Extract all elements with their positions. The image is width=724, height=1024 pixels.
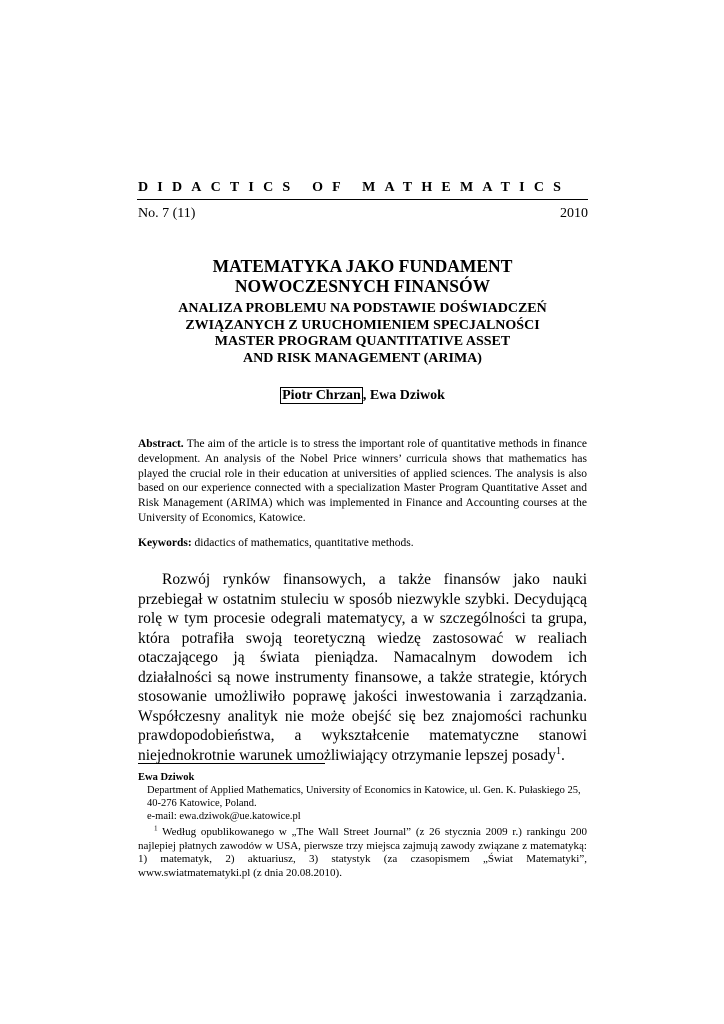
- subtitle-line-3: MASTER PROGRAM QUANTITATIVE ASSET: [214, 334, 511, 349]
- issue-year: 2010: [560, 206, 588, 221]
- body-paragraph-text: Rozwój rynków finansowych, a także finansów jako nauki przebiegał w ostatnim stuleciu w sposób niezwykle szybki. Decydującą rolę w tym procesie odegrali matematycy, a w szczególności ta grupa, która potrafiła swoją teoretyczną wiedzę zastosować w realiach otaczającego ją świata pieniądza. Namacalnym dowodem ich działalności są nowe instrumenty finansowe, a także strategie, których stosowanie umożliwiło poprawę jakości inwestowania i zarządzania. Współczesny analityk nie może obejść się bez znajomości rachunku prawdopodobieństwa, a wykształcenie matematyczne stanowi niejednokrotnie warunek umożliwiający otrzymanie lepszej posady: [138, 571, 587, 764]
- body-paragraph-end: .: [560, 746, 565, 764]
- affiliation: [138, 771, 587, 823]
- title-line-2: NOWOCZESNYCH FINANSÓW: [234, 276, 491, 296]
- affiliation-address-line-1: Department of Applied Mathematics, University of Economics in Katowice, ul. Gen. K. Pułaskiego 25,: [147, 785, 581, 796]
- body-paragraph: [138, 570, 587, 765]
- subtitle-line-1: ANALIZA PROBLEMU NA PODSTAWIE DOŚWIADCZEŃ: [178, 301, 547, 316]
- subtitle-line-2: ZWIĄZANYCH Z URUCHOMIENIEM SPECJALNOŚCI: [185, 317, 540, 333]
- author-piotr-chrzan[interactable]: Piotr Chrzan: [282, 388, 361, 403]
- issue-number: No. 7 (11): [138, 206, 196, 221]
- footnote-1: [138, 826, 587, 880]
- author-ewa-dziwok: Ewa Dziwok: [369, 388, 445, 403]
- affiliation-name: Ewa Dziwok: [138, 772, 195, 783]
- footnote-reference[interactable]: 1: [555, 745, 561, 757]
- author-separator: ,: [362, 388, 370, 403]
- article-subtitle: [137, 301, 588, 367]
- article-title: [137, 256, 588, 296]
- authors: [137, 387, 588, 405]
- header-rule: [137, 199, 588, 200]
- abstract-text: The aim of the article is to stress the important role of quantitative methods in finance development. An analysis of the Nobel Price winners’ curricula shows that mathematics has played the crucial role in their education at universities of applied sciences. The analysis is also based on our experience connected with a specialization Master Program Quantitative Asset and Risk Management (ARIMA) which was implemented in Finance and Accounting courses at the University of Economics, Katowice.: [138, 438, 587, 524]
- journal-name: DIDACTICS OF MATHEMATICS: [138, 180, 571, 195]
- affiliation-email: e-mail: ewa.dziwok@ue.katowice.pl: [147, 811, 301, 822]
- footnote-rule: [138, 763, 325, 764]
- keywords: [138, 536, 587, 551]
- subtitle-line-4: AND RISK MANAGEMENT (ARIMA): [243, 350, 482, 366]
- footnote-text: Według opublikowanego w „The Wall Street Journal” (z 26 stycznia 2009 r.) rankingu 200 najlepiej płatnych zawodów w USA, pierwsze trzy miejsca zajmują zawody związane z matematyką: 1) matematyk, 2) aktuariusz, 3) statystyk (za czasopismem „Świat Matematyki”, www.swiatmatematyki.pl (z dnia 20.08.2010).: [138, 826, 587, 879]
- title-line-1: MATEMATYKA JAKO FUNDAMENT: [212, 256, 513, 276]
- abstract: [138, 437, 587, 526]
- footnote-number: 1: [154, 824, 158, 833]
- keywords-label: Keywords:: [138, 537, 192, 549]
- affiliation-address-line-2: 40-276 Katowice, Poland.: [147, 798, 257, 809]
- keywords-text: didactics of mathematics, quantitative methods.: [191, 537, 414, 549]
- abstract-label: Abstract.: [138, 438, 184, 450]
